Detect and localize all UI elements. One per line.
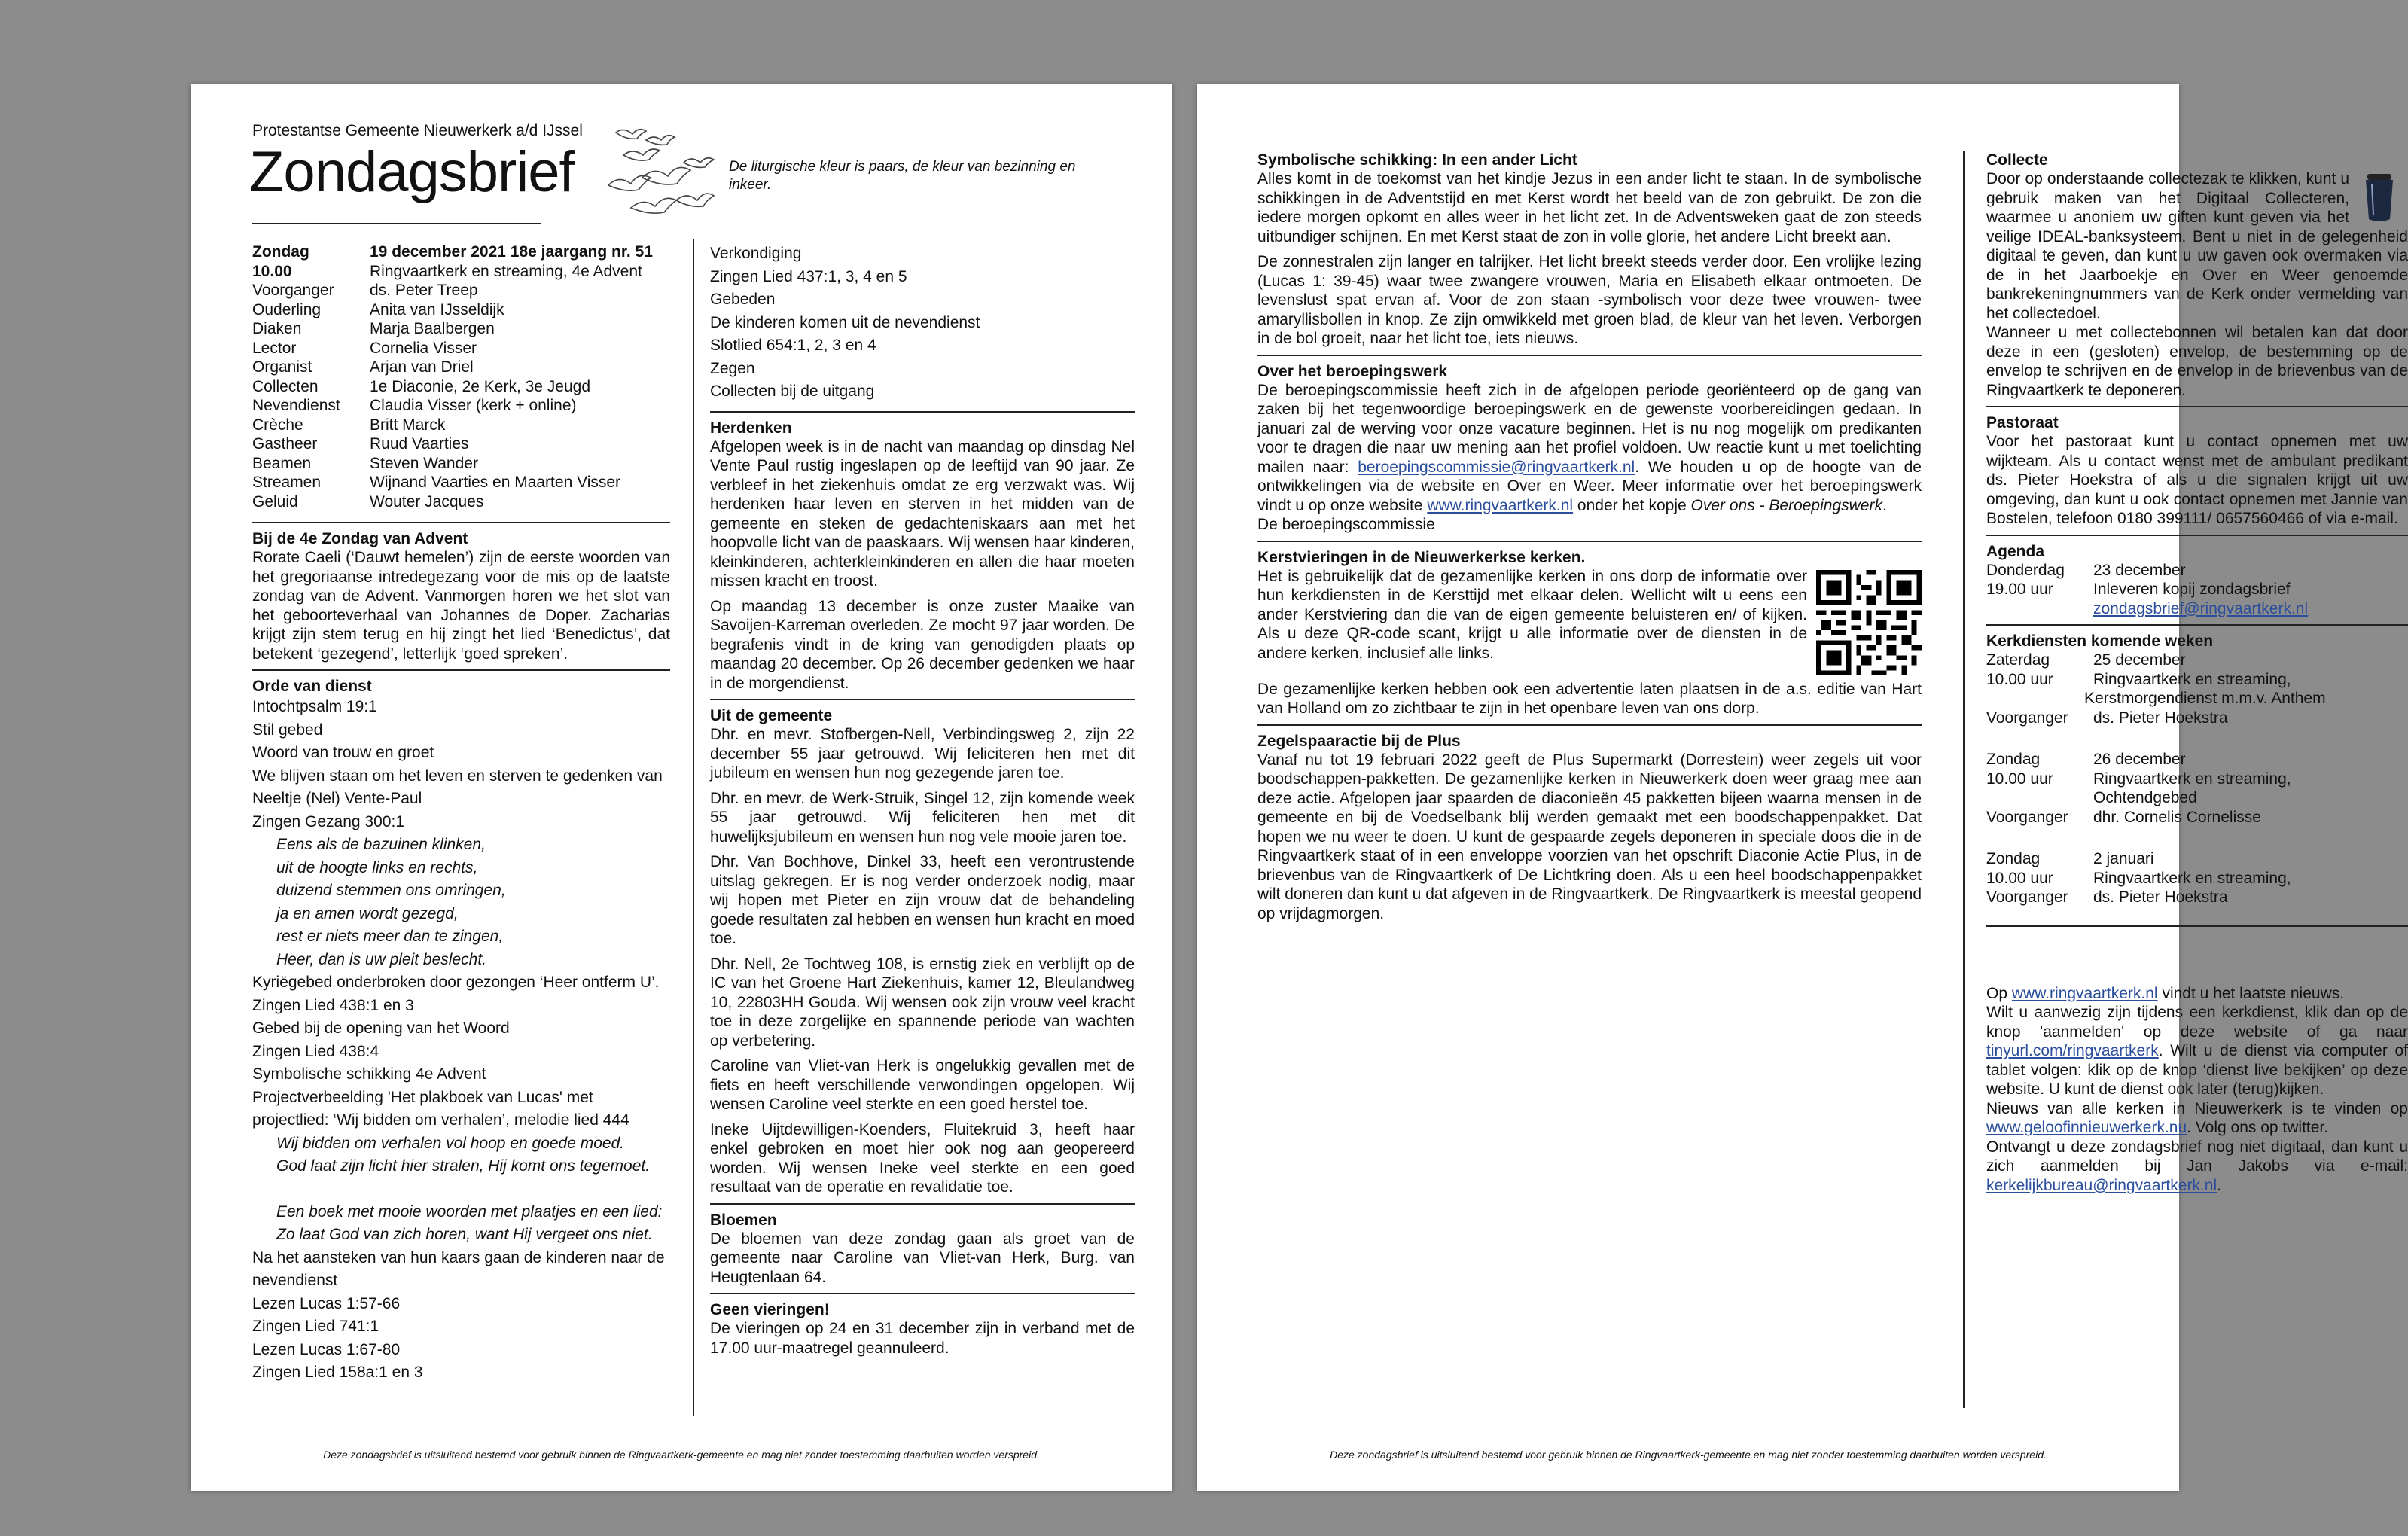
section-text: Dhr. Nell, 2e Tochtweg 108, is ernstig ziek en verblijft op de IC van het Groene Hart Ziekenhuis, kamer 12, Bleulandweg 10, 22803HH Gouda. Wij wensen ook zijn vrouw veel kracht toe in deze zorgelijke en spannende periode van wachten op verbetering. bbox=[710, 955, 1135, 1050]
text-span: . Volg ons op twitter. bbox=[2187, 1119, 2329, 1136]
info-row bbox=[252, 416, 670, 435]
text-span: vindt u het laatste nieuws. bbox=[2162, 984, 2345, 1002]
section-heading: Symbolische schikking: In een ander Licht bbox=[1257, 151, 1577, 169]
orde-line: Symbolische schikking 4e Advent bbox=[252, 1065, 486, 1083]
info-value: Claudia Visser (kerk + online) bbox=[370, 397, 577, 414]
info-key: Lector bbox=[252, 339, 297, 357]
section-heading: Agenda bbox=[1986, 542, 2045, 560]
section-text: Op maandag 13 december is onze zuster Maaike van Savoijen-Karreman overleden. Ze mocht 97 jaar worden. De begrafenis vindt in de kring van genodigden plaats op maandag 20 december. Op 26 december gedenken we haar in de morgendienst. bbox=[710, 597, 1135, 692]
text-span: Nieuws van alle kerken in Nieuwerkerk is te vinden op bbox=[1986, 1099, 2408, 1117]
diensten-section bbox=[1986, 624, 2408, 927]
section-text: Vanaf nu tot 19 februari 2022 geeft de Plus Supermarkt (Dorrestein) weer zegels uit voor boodschappen-pakketten. De gezamenlijke kerken in Nieuwerkerk doen weer graag mee aan deze actie. Afgelopen jaar spaarden de diaconieën 45 pakketten bijeen waarna mensen in de gemeente en bij de Voedselbank blij werden gemaakt met een boodschappenpakket. Dat hopen we nu weer te doen. U kunt de gespaarde zegels deponeren in speciale doos die in de Ringvaartkerk staat of in een enveloppe voorzien van het opschrift Diaconie Actie Plus, in de brievenbus van de Ringvaartkerk of De Lichtkring doen. Als u een heel boodschappenpakket wilt doneren dan kunt u dat afgeven in de Ringvaartkerk. De Ringvaartkerk is meestal geopend op vrijdagmorgen. bbox=[1257, 751, 1922, 922]
orde-line: Zegen bbox=[710, 359, 755, 377]
website-link[interactable]: www.ringvaartkerk.nl bbox=[1427, 496, 1574, 514]
herdenken-section bbox=[710, 411, 1135, 693]
section-heading: Orde van dienst bbox=[252, 678, 372, 695]
info-row bbox=[252, 319, 670, 339]
info-value: Anita van IJsseldijk bbox=[370, 300, 504, 318]
agenda-section bbox=[1986, 535, 2408, 619]
section-heading: Bij de 4e Zondag van Advent bbox=[252, 530, 468, 547]
info-value: 19 december 2021 18e jaargang nr. 51 bbox=[370, 243, 653, 261]
spacer bbox=[252, 1178, 670, 1201]
zegels-section bbox=[1257, 724, 1922, 924]
dienst-row: 10.00 uur Ringvaartkerk en streaming, bbox=[1986, 670, 2291, 688]
section-text: De bloemen van deze zondag gaan als groet van de gemeente naar Caroline van Vliet-van Herk, Burg. van Heugtenlaan 64. bbox=[710, 1230, 1135, 1286]
pastoraat-section bbox=[1986, 406, 2408, 529]
info-value: Wijnand Vaarties en Maarten Visser bbox=[370, 474, 621, 491]
orde-line: Verkondiging bbox=[710, 245, 802, 262]
orde-line: Na het aansteken van hun kaars gaan de kinderen naar de nevendienst bbox=[252, 1248, 665, 1289]
info-key: Organist bbox=[252, 358, 312, 376]
right-page-left-column bbox=[1257, 151, 1922, 929]
info-value: ds. Peter Treep bbox=[370, 282, 478, 299]
info-row bbox=[252, 377, 670, 397]
info-key: Collecten bbox=[252, 377, 319, 395]
text-span: Op bbox=[1986, 984, 2008, 1002]
info-key: Zondag bbox=[252, 243, 309, 261]
orde-line: Intochtpsalm 19:1 bbox=[252, 698, 377, 715]
section-text: Caroline van Vliet-van Herk is ongelukkig gevallen met de fiets en heeft verschillende verwondingen opgelopen. Wij wensen Caroline veel sterkte en een goed herstel toe. bbox=[710, 1057, 1135, 1113]
orde-line: Zingen Gezang 300:1 bbox=[252, 812, 404, 830]
poem-line: Eens als de bazuinen klinken, bbox=[276, 836, 486, 853]
info-key: Streamen bbox=[252, 474, 322, 491]
section-text: Ineke Uijtdewilligen-Koenders, Fluitekruid 3, heeft haar enkel gebroken en moet hier ook nog aan geopereerd worden. Wij wensen Ineke veel sterkte en een goed resultaat van de operatie en revalidatie toe. bbox=[710, 1120, 1135, 1196]
agenda-row bbox=[1986, 561, 2408, 581]
info-key: Nevendienst bbox=[252, 397, 340, 414]
section-text: De zonnestralen zijn langer en talrijker. Het licht breekt steeds verder door. Een vrolijke lezing (Lucas 1: 39-45) waar twee zwangere vrouwen, Maria en Elisabeth elkaar ontmoeten. De levenslust spat ervan af. Voor de zon staan -symbolisch voor deze twee vrouwen- twee amaryllisbollen in knop. Ze zijn omwikkeld met groen blad, de kleur van het leven. Verborgen in de bol groeit, naar het licht toe, iets nieuws. bbox=[1257, 253, 1922, 347]
agenda-value: Inleveren kopij zondagsbrief bbox=[2093, 581, 2291, 598]
poem-line: Wij bidden om verhalen vol hoop en goede moed. bbox=[276, 1134, 625, 1152]
orde-section bbox=[252, 669, 670, 1385]
section-text: De vieringen op 24 en 31 december zijn in verband met de 17.00 uur-maatregel geannuleerd. bbox=[710, 1320, 1135, 1357]
org-name: Protestantse Gemeente Nieuwerkerk a/d IJssel bbox=[252, 122, 583, 139]
page-right bbox=[1197, 84, 2408, 1491]
page-left bbox=[191, 84, 1172, 1491]
info-key: Crèche bbox=[252, 416, 303, 434]
info-row bbox=[252, 242, 670, 262]
section-heading: Pastoraat bbox=[1986, 414, 2059, 431]
info-key: 10.00 bbox=[252, 262, 292, 280]
section-text bbox=[1257, 567, 1922, 663]
dienst-row: Voorganger ds. Pieter Hoekstra bbox=[1986, 709, 2228, 727]
info-row bbox=[252, 473, 670, 492]
text-span: . We houden u op de hoogte van de ontwikkelingen via de website en Over en Weer. Meer informatie over het beroepingswerk vindt u op onze website bbox=[1257, 458, 1922, 514]
section-heading: Geen vieringen! bbox=[710, 1301, 830, 1318]
column-divider bbox=[1963, 151, 1965, 1408]
section-heading: Kerkdiensten komende weken bbox=[1986, 632, 2214, 650]
dienst-row: 10.00 uur Ringvaartkerk en streaming, bbox=[1986, 770, 2291, 788]
section-heading: Bloemen bbox=[710, 1211, 777, 1229]
poem-line: Zo laat God van zich horen, want Hij vergeet ons niet. bbox=[276, 1226, 653, 1243]
middle-column bbox=[710, 242, 1135, 1364]
info-row bbox=[252, 300, 670, 320]
poem-line: ja en amen wordt gezegd, bbox=[276, 904, 459, 922]
geen-vieringen-section bbox=[710, 1293, 1135, 1358]
orde-line: Gebeden bbox=[710, 291, 776, 308]
dienst-row: Voorganger ds. Pieter Hoekstra bbox=[1986, 888, 2228, 906]
page-footer: Deze zondagsbrief is uitsluitend bestemd voor gebruik binnen de Ringvaartkerk-gemeente en mag niet zonder toestemming daarbuiten worden verspreid. bbox=[323, 1449, 1040, 1461]
section-heading: Uit de gemeente bbox=[710, 707, 833, 724]
text-span: onder het kopje bbox=[1577, 496, 1687, 514]
dienst-row: Zondag 2 januari bbox=[1986, 850, 2154, 867]
section-rule bbox=[1986, 907, 2408, 927]
section-text: Dhr. en mevr. de Werk-Struik, Singel 12, zijn komende week 55 jaar getrouwd. Wij feliciteren hen met dit huwelijksjubileum en wensen hun nog vele mooie jaren toe. bbox=[710, 789, 1135, 846]
orde-line: Zingen Lied 438:4 bbox=[252, 1042, 379, 1060]
poem-line: Een boek met mooie woorden met plaatjes en een lied: bbox=[276, 1202, 663, 1221]
info-key: Gastheer bbox=[252, 435, 318, 453]
info-key: Ouderling bbox=[252, 300, 322, 318]
orde-line: Zingen Lied 158a:1 en 3 bbox=[252, 1364, 423, 1381]
section-heading: Kerstvieringen in de Nieuwerkerkse kerken. bbox=[1257, 548, 1586, 566]
dienst-row: Kerstmorgendienst m.m.v. Anthem bbox=[2084, 690, 2326, 707]
section-heading: Zegelspaaractie bij de Plus bbox=[1257, 732, 1461, 750]
geloof-link[interactable]: www.geloofinnieuwerkerk.nu bbox=[1986, 1119, 2187, 1136]
poem-line: duizend stemmen ons omringen, bbox=[276, 882, 506, 899]
orde-line: Lezen Lucas 1:67-80 bbox=[252, 1340, 401, 1358]
text-span: Door op onderstaande collectezak te klikken, kunt u gebruik maken van het Digitaal Collecteren, waarmee u anoniem uw giften kunt geven via het veilige IDEAL-banksysteem. Bent u niet in de gelegenheid digitaal te geven, dan kunt u uw gaven ook overmaken via de in het Jaarboekje en Over en Weer genoemde bankrekeningnummers van de Kerk onder vermelding van het collectedoel. bbox=[1986, 170, 2408, 322]
info-row bbox=[252, 434, 670, 454]
info-value: Wouter Jacques bbox=[370, 492, 484, 510]
orde-line: Zingen Lied 438:1 en 3 bbox=[252, 996, 414, 1014]
kopje-text: Over ons - Beroepingswerk bbox=[1690, 496, 1882, 514]
info-row bbox=[252, 339, 670, 358]
orde-line: We blijven staan om het leven en sterven te gedenken van Neeltje (Nel) Vente-Paul bbox=[252, 766, 663, 807]
text-span: Wilt u aanwezig zijn tijdens een kerkdienst, klik dan op de knop 'aanmelden' op deze website of ga naar bbox=[1986, 1004, 2408, 1041]
qr-code-icon[interactable] bbox=[1816, 570, 1922, 675]
advent-section bbox=[252, 522, 670, 663]
orde-line: Gebed bij de opening van het Woord bbox=[252, 1019, 510, 1037]
dienst-row: 10.00 uur Ringvaartkerk en streaming, bbox=[1986, 869, 2291, 887]
orde-line: Woord van trouw en groet bbox=[252, 744, 434, 761]
section-text: Alles komt in de toekomst van het kindje Jezus in een ander licht te staan. In de symbolische schikkingen in de Adventstijd en met Kerst wordt het beeld van de zon gebruikt. De zon die iedere morgen opkomt en alles weer in het licht zet. In de Adventsweken gaat de zon steeds uitbundiger schijnen. En met Kerst staat de zon in volle glorie, het andere Licht breekt aan. bbox=[1257, 170, 1922, 245]
info-row bbox=[252, 281, 670, 300]
section-text: De gezamenlijke kerken hebben ook een advertentie laten plaatsen in de a.s. editie van Hart van Holland om zo zichtbaar te zijn in het openbare leven van ons dorp. bbox=[1257, 680, 1922, 717]
poem-line: rest er niets meer dan te zingen, bbox=[276, 928, 504, 945]
left-column bbox=[252, 242, 670, 1385]
orde-continued bbox=[710, 242, 1135, 404]
info-key: Voorganger bbox=[252, 282, 334, 299]
agenda-row bbox=[1986, 580, 2408, 599]
section-heading: Over het beroepingswerk bbox=[1257, 362, 1448, 380]
agenda-key: Donderdag bbox=[1986, 561, 2065, 579]
poem-line: God laat zijn licht hier stralen, Hij komt ons tegemoet. bbox=[276, 1157, 651, 1175]
schikking-section bbox=[1257, 151, 1922, 349]
info-value: Cornelia Visser bbox=[370, 339, 477, 357]
info-row bbox=[252, 262, 670, 282]
text-span: . Wilt u de dienst via computer of tablet volgen: klik op de knop ‘dienst live bekijken’ op deze website. U kunt de dienst ook later (terug)kijken. bbox=[1986, 1042, 2408, 1098]
section-text: Wanneer u met collectebonnen wil betalen kan dat door deze in een (gesloten) envelop, de bestemming op de envelop te schrijven en de envelop in de brievenbus van de Ringvaartkerk te deponeren. bbox=[1986, 324, 2408, 399]
info-row bbox=[252, 454, 670, 474]
brand-title: Zondagsbrief bbox=[249, 140, 575, 204]
beroeping-email-link[interactable]: beroepingscommissie@ringvaartkerk.nl bbox=[1358, 458, 1635, 476]
orde-line: Zingen Lied 437:1, 3, 4 en 5 bbox=[710, 267, 907, 285]
website-link[interactable]: www.ringvaartkerk.nl bbox=[2011, 984, 2158, 1002]
orde-line: De kinderen komen uit de nevendienst bbox=[710, 313, 980, 331]
section-text: Voor het pastoraat kunt u contact opnemen met uw wijkteam. Als u contact wenst met de ambulant predikant ds. Pieter Hoekstra of als u die signalen krijgt uit uw omgeving, dan kunt u ook contact opnemen met Jannie van Bostelen, telefoon 0180 399111/ 0657560466 of via e-mail. bbox=[1986, 433, 2408, 527]
service-info bbox=[252, 242, 670, 511]
section-heading: Collecte bbox=[1986, 151, 2048, 169]
info-value: Arjan van Driel bbox=[370, 358, 474, 376]
orde-line: Zingen Lied 741:1 bbox=[252, 1318, 379, 1335]
kerkelijkbureau-email-link[interactable]: kerkelijkbureau@ringvaartkerk.nl bbox=[1986, 1176, 2217, 1194]
doves-logo-icon bbox=[601, 117, 721, 230]
orde-line: Projectverbeelding 'Het plakboek van Lucas' met projectlied: ‘Wij bidden om verhalen’, melodie lied 444 bbox=[252, 1088, 629, 1129]
dienst-row: Voorganger dhr. Cornelis Cornelisse bbox=[1986, 808, 2261, 826]
bloemen-section bbox=[710, 1203, 1135, 1288]
spacer bbox=[1986, 827, 2408, 849]
section-text: Afgelopen week is in de nacht van maandag op dinsdag Nel Vente Paul rustig ingeslapen op de leeftijd van 90 jaar. Ze verbleef in het ziekenhuis omdat ze erg verzwakt was. Wij herdenken haar leven en sterven in het midden van de gemeente en steken de gedachteniskaars aan met het hoopvolle licht van de paaskaars. Wij wensen haar kinderen, kleinkinderen, achterkleinkinderen en allen die haar moeten missen kracht en troost. bbox=[710, 437, 1135, 590]
dienst-row: Ochtendgebed bbox=[2093, 789, 2197, 806]
info-value: Britt Marck bbox=[370, 416, 446, 434]
brand-underline bbox=[252, 223, 541, 224]
collection-bag-icon[interactable] bbox=[2361, 169, 2397, 222]
info-value: 1e Diaconie, 2e Kerk, 3e Jeugd bbox=[370, 377, 591, 395]
dienst-row: Zondag 26 december bbox=[1986, 751, 2186, 768]
orde-line: Collecten bij de uitgang bbox=[710, 382, 875, 400]
info-value: Ruud Vaarties bbox=[370, 435, 469, 453]
agenda-key: 19.00 uur bbox=[1986, 581, 2053, 598]
info-value: Steven Wander bbox=[370, 454, 478, 472]
info-row bbox=[252, 396, 670, 416]
poem-line: Heer, dan is uw pleit beslecht. bbox=[276, 950, 486, 968]
text-span: Ontvangt u deze zondagsbrief nog niet digitaal, dan kunt u zich aanmelden bij Jan Jakobs via e-mail: bbox=[1986, 1138, 2408, 1175]
section-text: Dhr. Van Bochhove, Dinkel 33, heeft een verontrustende uitslag gekregen. Er is nog verder onderzoek nodig, maar wij hopen met Pieter en zijn vrouw dat de behandeling goede resultaten zal hebben en wensen hun kracht en moed toe. bbox=[710, 853, 1135, 947]
info-key: Beamen bbox=[252, 454, 312, 472]
section-text bbox=[1986, 169, 2408, 323]
info-value: Ringvaartkerk en streaming, 4e Advent bbox=[370, 262, 642, 280]
spacer bbox=[1986, 727, 2408, 750]
links-section bbox=[1986, 984, 2408, 1196]
info-key: Diaken bbox=[252, 320, 302, 337]
orde-line: Lezen Lucas 1:57-66 bbox=[252, 1294, 401, 1312]
section-text: Dhr. en mevr. Stofbergen-Nell, Verbindingsweg 2, zijn 22 december 55 jaar getrouwd. Wij feliciteren hen met dit jubileum en wensen hun nog gezegende jaren toe. bbox=[710, 726, 1135, 782]
text-span: De beroepingscommissie heeft zich in de afgelopen periode georiënteerd op de gang van zaken bij het tegenwoordige beroepingswerk en de gewenste voorbereidingen gedaan. In januari zal de werving voor onze vacature beginnen. Het is nu nog mogelijk om predikanten voor te dragen die naar uw mening aan het profiel voldoen. Uw reactie kunt u met toelichting mailen naar: bbox=[1257, 381, 1922, 476]
text-span: Het is gebruikelijk dat de gezamenlijke kerken in ons dorp de informatie over hun kerkdiensten in de Kersttijd met elkaar delen. Wellicht wilt u eens een ander Kerstviering dan die van de eigen gemeente beluisteren en/ of kijken. Als u deze QR-code scant, krijgt u alle informatie over de diensten in de andere kerken, inclusief alle links. bbox=[1257, 567, 1807, 662]
liturgy-note: De liturgische kleur is paars, de kleur van bezinning en inkeer. bbox=[729, 159, 1076, 193]
column-divider bbox=[693, 239, 694, 1416]
tinyurl-link[interactable]: tinyurl.com/ringvaartkerk bbox=[1986, 1042, 2159, 1059]
text-span: . bbox=[2217, 1176, 2221, 1194]
kerst-section bbox=[1257, 541, 1922, 718]
collecte-section bbox=[1986, 151, 2408, 400]
info-row bbox=[252, 358, 670, 377]
section-text: De beroepingscommissie heeft zich in de afgelopen periode georiënteerd op de gang van zaken bij het tegenwoordige beroepingswerk en de gewenste voorbereidingen gedaan. In januari zal de werving voor onze vacature beginnen. Het is nu nog mogelijk om predikanten voor te dragen die naar uw mening aan het profiel voldoen. Uw reactie kunt u met toelichting mailen naar: beroepingscommissie@ringvaartkerk.nl. We houden u op de hoogte van de ontwikkelingen via de website en Over en Weer. Meer informatie over het beroepingswerk vindt u op onze website www.ringvaartkerk.nl onder het kopje Over ons - Beroepingswerk. bbox=[1257, 381, 1922, 514]
agenda-row bbox=[1986, 599, 2408, 619]
poem-line: uit de hoogte links en rechts, bbox=[276, 858, 478, 876]
beroeping-section bbox=[1257, 355, 1922, 535]
right-page-right-column bbox=[1986, 151, 2408, 1195]
dienst-row: Zaterdag 25 december bbox=[1986, 651, 2186, 669]
signature: De beroepingscommissie bbox=[1257, 516, 1435, 533]
agenda-value: 23 december bbox=[2093, 561, 2186, 579]
info-row bbox=[252, 492, 670, 512]
gemeente-section bbox=[710, 699, 1135, 1197]
orde-line: Slotlied 654:1, 2, 3 en 4 bbox=[710, 337, 876, 354]
info-value: Marja Baalbergen bbox=[370, 320, 495, 337]
orde-line: Stil gebed bbox=[252, 721, 323, 739]
zondagsbrief-email-link[interactable]: zondagsbrief@ringvaartkerk.nl bbox=[2093, 599, 2309, 617]
info-key: Geluid bbox=[252, 492, 298, 510]
page-footer: Deze zondagsbrief is uitsluitend bestemd voor gebruik binnen de Ringvaartkerk-gemeente en mag niet zonder toestemming daarbuiten worden verspreid. bbox=[1330, 1449, 2047, 1461]
section-text: Rorate Caeli (‘Dauwt hemelen’) zijn de eerste woorden van het gregoriaanse intredegezang voor de mis op de laatste zondag van de Advent. Vanmorgen horen we het slot van het geboorteverhaal van Johannes de Doper. Zacharias krijgt zijn stem terug en hij zingt het lied ‘Benedictus’, dat betekent ‘gezegend’, letterlijk ‘goed spreken’. bbox=[252, 549, 670, 663]
orde-line: Kyriëgebed onderbroken door gezongen ‘Heer ontferm U’. bbox=[252, 974, 660, 991]
section-heading: Herdenken bbox=[710, 419, 792, 437]
